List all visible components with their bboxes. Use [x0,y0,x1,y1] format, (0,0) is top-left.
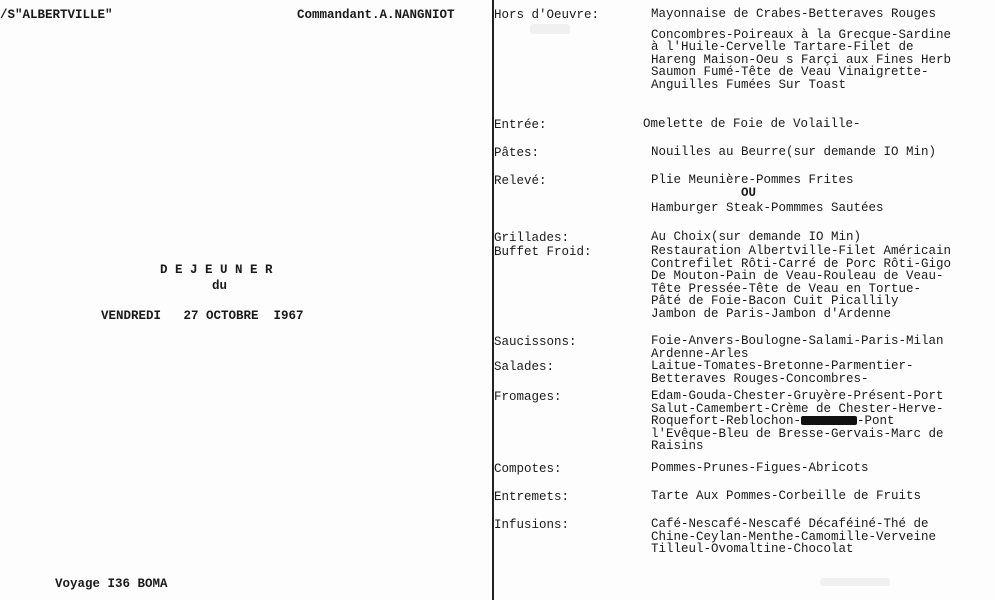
items-saucissons [651,335,944,360]
menu-line: Café-Nescafé-Nescafé Décaféiné-Thé de [651,517,929,531]
redaction-mark [801,416,857,425]
items-pates [651,146,936,159]
menu-line: Hamburger Steak-Pommmes Sautées [651,201,884,215]
menu-line: Jambon de Paris-Jambon d'Ardenne [651,306,892,321]
menu-date: VENDREDI 27 OCTOBRE I967 [101,309,304,323]
category-pates: Pâtes: [494,146,540,160]
menu-line: Tête Pressée-Tête de Veau en Tortue- [651,281,922,296]
menu-line: OU [741,185,757,200]
menu-line: Ardenne-Arles [651,346,749,361]
menu-line: Raisins [651,439,704,453]
menu-line: Plie Meunière-Pommes Frites [651,173,854,187]
category-grillades: Grillades: [494,231,570,245]
items-fromages [651,390,944,453]
menu-line: Au Choix(sur demande IO Min) [651,230,862,244]
menu-line: Omelette de Foie de Volaille- [643,117,861,131]
menu-line: Contrefilet Rôti-Carré de Porc Rôti-Gigo [651,256,952,271]
menu-line: Pâté de Foie-Bacon Cuit Picallily [651,294,899,308]
category-hors-doeuvre: Hors d'Oeuvre: [494,8,600,22]
items-entremets [651,490,921,503]
left-page [0,0,492,600]
menu-line: à l'Huile-Cervelle Tartare-Filet de [651,40,914,54]
voyage-number: Voyage I36 BOMA [55,577,168,591]
items-infusions [651,518,936,556]
paper-smudge [530,24,570,34]
category-infusions: Infusions: [494,518,570,532]
menu-line: Restauration Albertville-Filet Américain [651,244,952,258]
menu-line: Foie-Anvers-Boulogne-Salami-Paris-Milan [651,334,944,348]
category-fromages: Fromages: [494,390,562,404]
paper-smudge [820,578,890,586]
menu-line: Hareng Maison-Oeu s Farçi aux Fines Herb [651,52,952,67]
menu-line: Betteraves Rouges-Concombres- [651,371,869,386]
category-saucissons: Saucissons: [494,335,577,349]
category-compotes: Compotes: [494,462,562,476]
menu-line: Mayonnaise de Crabes-Betteraves Rouges [651,7,937,21]
menu-line: l'Evêque-Bleu de Bresse-Gervais-Marc de [651,426,944,441]
items-buffet-froid [651,245,951,320]
menu-line: Salut-Camembert-Crème de Chester-Herve- [651,401,944,416]
items-hors-doeuvre [651,8,951,91]
menu-line: Tilleul-Ovomaltine-Chocolat [651,542,854,556]
ship-name: /S"ALBERTVILLE" [0,8,113,22]
category-entree: Entrée: [494,118,547,132]
menu-line: Concombres-Poireaux à la Grecque-Sardine [651,27,952,42]
category-releve: Relevé: [494,174,547,188]
menu-line: De Mouton-Pain de Veau-Rouleau de Veau- [651,269,944,283]
items-releve [651,174,884,215]
category-entremets: Entremets: [494,490,570,504]
items-entree [643,118,861,131]
menu-line-end: -Pont [857,414,895,428]
menu-line: Pommes-Prunes-Figues-Abricots [651,461,869,475]
category-salades: Salades: [494,360,555,374]
items-compotes [651,462,869,475]
menu-line: Tarte Aux Pommes-Corbeille de Fruits [651,489,922,503]
menu-line-redacted [651,415,944,428]
meal-title: D E J E U N E R [160,263,273,277]
menu-line: Edam-Gouda-Chester-Gruyère-Présent-Port [651,389,944,403]
menu-line: Chine-Ceylan-Menthe-Camomille-Verveine [651,529,937,544]
items-salades [651,360,914,385]
menu-line-start: Roquefort-Reblochon- [651,414,802,428]
menu-line: Laitue-Tomates-Bretonne-Parmentier- [651,359,914,373]
menu-line: Saumon Fumé-Tête de Veau Vinaigrette- [651,65,929,79]
menu-line: Nouilles au Beurre(sur demande IO Min) [651,145,937,159]
meal-du: du [212,279,228,293]
items-grillades [651,231,861,244]
menu-line: Anguilles Fumées Sur Toast [651,77,847,92]
commander-name: Commandant.A.NANGNIOT [297,8,455,22]
category-buffet-froid: Buffet Froid: [494,245,592,259]
